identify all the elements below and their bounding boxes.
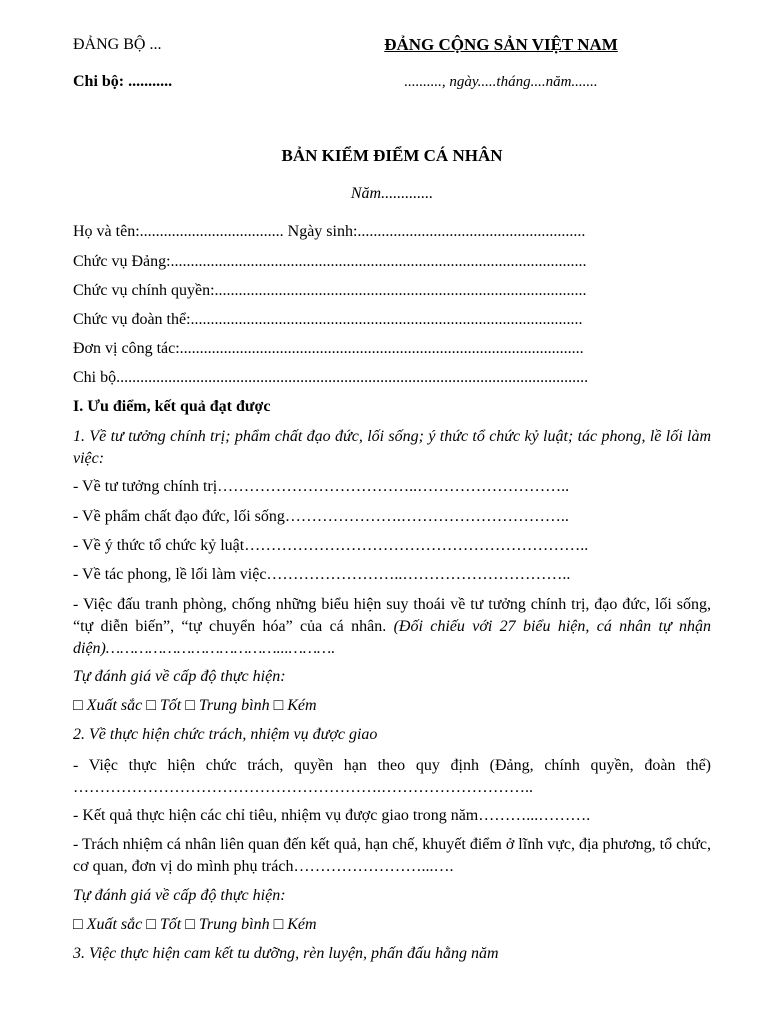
header-row-bottom bbox=[73, 72, 711, 94]
struggle-note: (Đối chiếu với 27 biểu hiện, cá nhân tự nhận diện)………………………………...………. bbox=[73, 618, 712, 657]
field-name-birthdate: Họ và tên:.................................... Ngày sinh:......................................................... bbox=[73, 223, 586, 240]
item-2-heading: 2. Về thực hiện chức trách, nhiệm vụ được giao bbox=[73, 726, 378, 743]
field-work-unit: Đơn vị công tác:..................................................................................................... bbox=[73, 340, 584, 357]
line-working-style: - Về tác phong, lề lối làm việc……………………..………………………….. bbox=[73, 566, 571, 583]
targets-line: - Kết quả thực hiện các chỉ tiêu, nhiệm vụ được giao trong năm………...………. bbox=[73, 807, 591, 824]
responsibility-line: - Trách nhiệm cá nhân liên quan đến kết quả, hạn chế, khuyết điểm ở lĩnh vực, địa phương, tổ chức, cơ quan, đơn vị do mình phụ trách……………………...…. bbox=[73, 836, 711, 875]
duty-line: - Việc thực hiện chức trách, quyền hạn theo quy định (Đảng, chính quyền, đoàn thể) ………………………………………………….……………………….. bbox=[73, 757, 711, 796]
line-political-ideology: - Về tư tưởng chính trị………………………………..……………………….. bbox=[73, 478, 570, 495]
rating-options-2[interactable]: □ Xuất sắc □ Tốt □ Trung bình □ Kém bbox=[73, 916, 317, 933]
field-gov-role: Chức vụ chính quyền:............................................................................................. bbox=[73, 282, 587, 299]
self-eval-label-2: Tự đánh giá về cấp độ thực hiện: bbox=[73, 887, 286, 904]
party-name-heading: ĐẢNG CỘNG SẢN VIỆT NAM bbox=[384, 35, 618, 54]
header-row-top bbox=[73, 35, 711, 57]
struggle-paragraph bbox=[73, 594, 711, 660]
document-title: BẢN KIỂM ĐIỂM CÁ NHÂN bbox=[281, 146, 503, 165]
field-party-cell: Chi bộ...................................................................................................................... bbox=[73, 369, 589, 386]
self-eval-label-1: Tự đánh giá về cấp độ thực hiện: bbox=[73, 668, 286, 685]
struggle-text: - Việc đấu tranh phòng, chống những biểu hiện suy thoái về tư tưởng chính trị, đạo đức, lối sống, “tự diễn biến”, “tự chuyển hóa” của cá nhân. bbox=[73, 596, 711, 635]
item-3-heading: 3. Việc thực hiện cam kết tu dưỡng, rèn luyện, phấn đấu hằng năm bbox=[73, 945, 499, 962]
party-committee-label: ĐẢNG BỘ ... bbox=[73, 36, 162, 53]
field-union-role: Chức vụ đoàn thể:.................................................................................................. bbox=[73, 311, 583, 328]
line-discipline: - Về ý thức tổ chức kỷ luật……………………………………………………….. bbox=[73, 537, 589, 554]
place-date-line: .........., ngày.....tháng....năm....... bbox=[404, 74, 598, 90]
item-1-heading: 1. Về tư tưởng chính trị; phẩm chất đạo đức, lối sống; ý thức tổ chức kỷ luật; tác phong, lề lối làm việc: bbox=[73, 428, 711, 467]
line-ethics-lifestyle: - Về phẩm chất đạo đức, lối sống………………….………………………….. bbox=[73, 508, 569, 525]
section-1-heading: I. Ưu điểm, kết quả đạt được bbox=[73, 398, 271, 415]
rating-options-1[interactable]: □ Xuất sắc □ Tốt □ Trung bình □ Kém bbox=[73, 697, 317, 714]
party-cell-label: Chi bộ: ........... bbox=[73, 73, 173, 90]
field-party-role: Chức vụ Đảng:........................................................................................................ bbox=[73, 253, 587, 270]
year-line: Năm............. bbox=[350, 185, 434, 202]
